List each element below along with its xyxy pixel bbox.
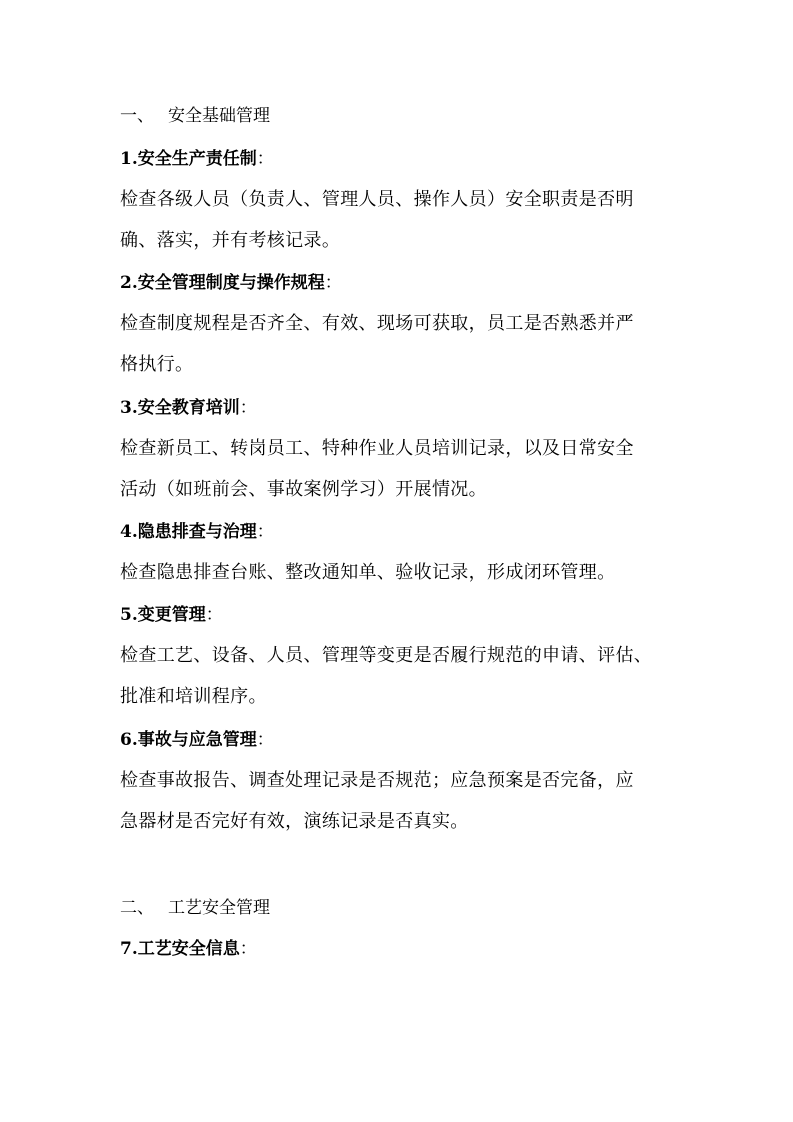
item-heading-text: 3.安全教育培训 xyxy=(120,398,240,418)
item-heading-text: 5.变更管理 xyxy=(120,605,206,625)
item-heading-text: 4.隐患排查与治理 xyxy=(120,522,257,542)
item-heading-colon: ： xyxy=(256,730,274,750)
item-body-line: 检查制度规程是否齐全、有效、现场可获取，员工是否熟悉并严 xyxy=(120,313,634,334)
item-body-line: 格执行。 xyxy=(120,354,194,375)
section-title: 安全基础管理 xyxy=(168,106,270,126)
item-heading-colon: ： xyxy=(205,605,223,625)
item-heading-text: 7.工艺安全信息 xyxy=(120,939,240,959)
item-heading-colon: ： xyxy=(239,939,257,959)
item-heading-text: 6.事故与应急管理 xyxy=(120,730,257,750)
item-heading-colon: ： xyxy=(256,522,274,542)
item-body-line: 活动（如班前会、事故案例学习）开展情况。 xyxy=(120,479,487,500)
section-title: 工艺安全管理 xyxy=(168,898,270,918)
item-body-line: 批准和培训程序。 xyxy=(120,686,267,707)
section-heading xyxy=(120,896,270,920)
item-heading xyxy=(120,728,274,752)
item-body-line: 确、落实，并有考核记录。 xyxy=(120,230,341,251)
item-body-line: 检查各级人员（负责人、管理人员、操作人员）安全职责是否明 xyxy=(120,189,634,210)
section-number: 二、 xyxy=(120,898,154,918)
item-body-line: 检查隐患排查台账、整改通知单、验收记录，形成闭环管理。 xyxy=(120,562,616,583)
item-body-line: 检查工艺、设备、人员、管理等变更是否履行规范的申请、评估、 xyxy=(120,645,653,666)
item-heading xyxy=(120,396,257,420)
item-body-line: 检查事故报告、调查处理记录是否规范；应急预案是否完备，应 xyxy=(120,770,634,791)
item-heading xyxy=(120,271,342,295)
item-heading xyxy=(120,937,257,961)
item-heading xyxy=(120,520,274,544)
section-heading xyxy=(120,104,270,128)
item-heading-colon: ： xyxy=(239,398,257,418)
item-heading-text: 1.安全生产责任制 xyxy=(120,149,257,169)
item-heading-text: 2.安全管理制度与操作规程 xyxy=(120,273,325,293)
item-body-line: 检查新员工、转岗员工、特种作业人员培训记录，以及日常安全 xyxy=(120,438,634,459)
item-heading xyxy=(120,147,274,171)
item-heading xyxy=(120,603,223,627)
item-heading-colon: ： xyxy=(324,273,342,293)
item-heading-colon: ： xyxy=(256,149,274,169)
section-number: 一、 xyxy=(120,106,154,126)
item-body-line: 急器材是否完好有效，演练记录是否真实。 xyxy=(120,811,469,832)
